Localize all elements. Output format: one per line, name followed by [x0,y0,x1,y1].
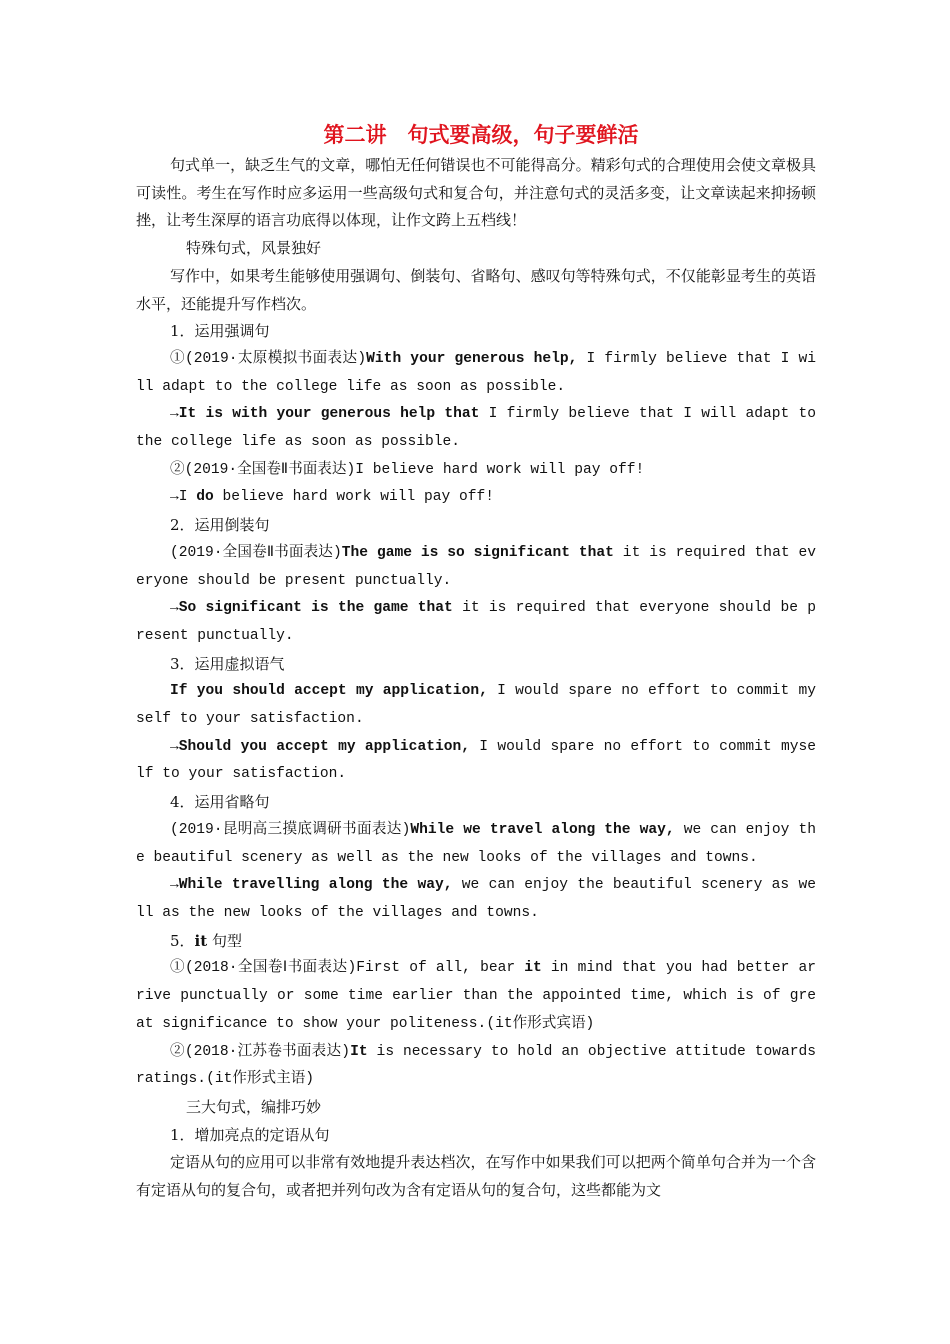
item-label: 3．运用虚拟语气 [170,654,285,673]
item-label: 5．it 句型 [170,931,242,950]
item-label: 4．运用省略句 [170,793,270,812]
document-page [136,118,816,1205]
body-paragraph: 定语从句的应用可以非常有效地提升表达档次，在写作中如果我们可以把两个简单句合并为一个含有定语从句的复合句，或者把并列句改为含有定语从句的复合句，这些都能为文 [136,1153,816,1200]
rewritten-sentence: →Should you accept my application, I would spare no effort to commit myself to your satisfaction. [136,738,816,783]
section-heading: 三大句式，编排巧妙 [186,1097,322,1116]
example-sentence: ②(2019·全国卷Ⅱ书面表达)I believe hard work will pay off! [170,461,645,478]
example-sentence: (2019·昆明高三摸底调研书面表达)While we travel along the way, we can enjoy the beautiful scenery as well as the new looks of the villages and towns. [136,821,817,866]
item-label: 1．增加亮点的定语从句 [170,1125,330,1144]
example-sentence: ①(2018·全国卷Ⅰ书面表达)First of all, bear it in mind that you had better arrive punctually or some time earlier than the appointed time, which is of great significance to show your politeness.(it作形式宾语) [136,960,816,1032]
example-sentence: ①(2019·太原模拟书面表达)With your generous help, I firmly believe that I will adapt to the college life as soon as possible. [136,350,816,395]
section-heading: 特殊句式，风景独好 [186,239,322,258]
item-label: 2．运用倒装句 [170,516,270,535]
intro-paragraph: 句式单一，缺乏生气的文章，哪怕无任何错误也不可能得高分。精彩句式的合理使用会使文章极具可读性。考生在写作时应多运用一些高级句式和复合句，并注意句式的灵活多变，让文章读起来抑扬顿挫，让考生深厚的语言功底得以体现，让作文跨上五档线！ [136,156,816,230]
example-sentence: (2019·全国卷Ⅱ书面表达)The game is so significant that it is required that everyone should be present punctually. [136,544,816,589]
rewritten-sentence: →While travelling along the way, we can enjoy the beautiful scenery as well as the new looks of the villages and towns. [136,877,816,921]
rewritten-sentence: →I do believe hard work will pay off! [170,489,495,506]
rewritten-sentence: →It is with your generous help that I firmly believe that I will adapt to the college life as soon as possible. [136,406,816,451]
page-title: 第二讲 句式要高级，句子要鲜活 [323,123,639,147]
item-label: 1．运用强调句 [170,322,270,341]
rewritten-sentence: →So significant is the game that it is required that everyone should be present punctually. [136,600,816,644]
example-sentence: If you should accept my application, I would spare no effort to commit myself to your satisfaction. [136,683,816,728]
example-sentence: ②(2018·江苏卷书面表达)It is necessary to hold an objective attitude towards ratings.(it作形式主语) [136,1043,816,1088]
section-intro: 写作中，如果考生能够使用强调句、倒装句、省略句、感叹句等特殊句式，不仅能彰显考生的英语水平，还能提升写作档次。 [136,266,816,313]
